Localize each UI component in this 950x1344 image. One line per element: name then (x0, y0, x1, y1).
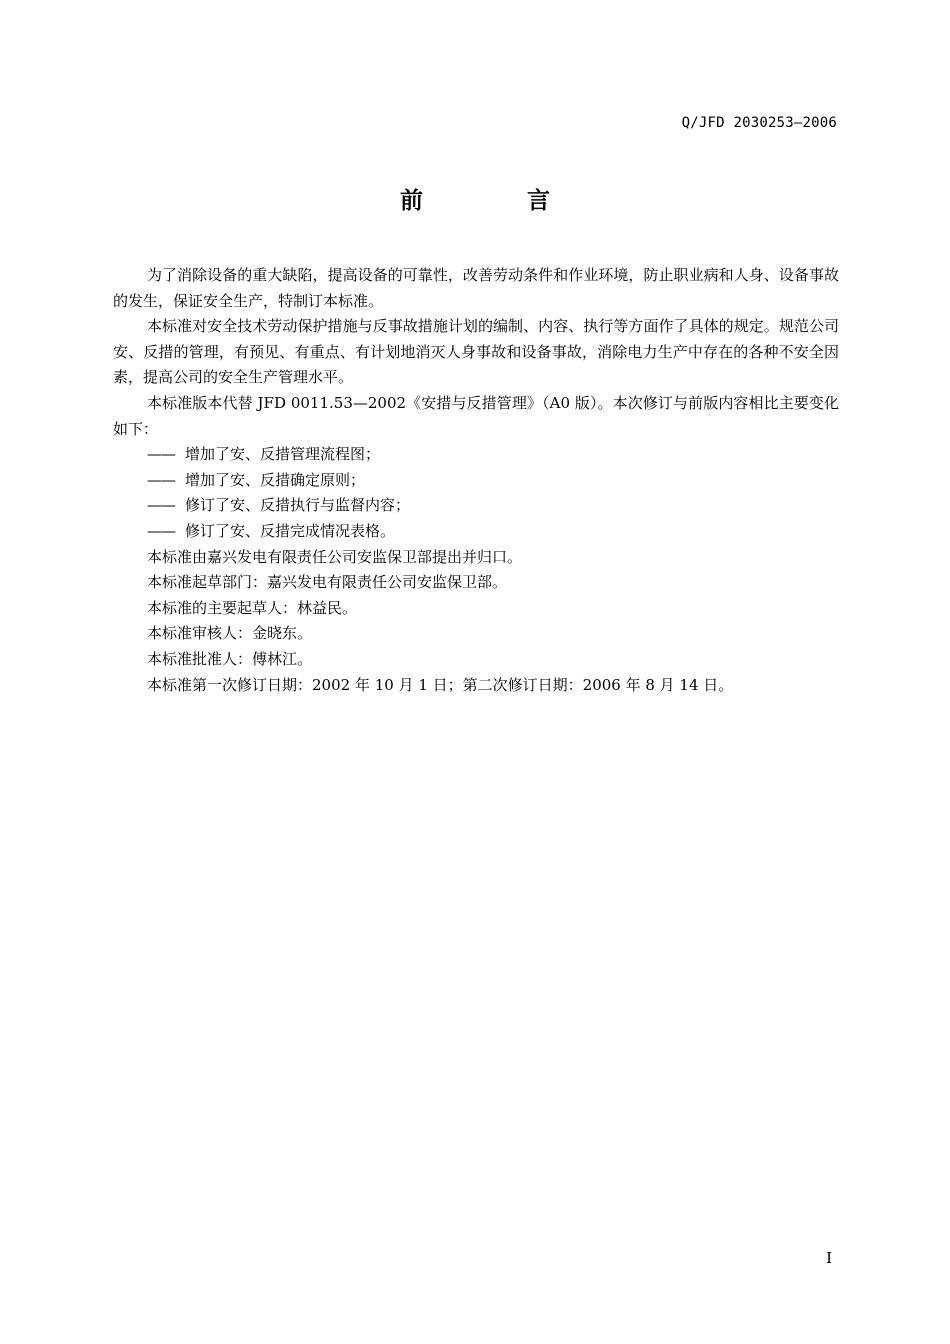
approver-line: 本标准批准人：傅林江。 (147, 649, 313, 668)
revision-dates-line: 本标准第一次修订日期：2002 年 10 月 1 日；第二次修订日期：2006 年 8 月 14 日。 (147, 675, 734, 694)
dash-marker: —— (147, 496, 175, 515)
drafting-department-line: 本标准起草部门：嘉兴发电有限责任公司安监保卫部。 (147, 573, 508, 592)
change-text: 修订了安、反措执行与监督内容； (185, 496, 411, 515)
document-number: Q/JFD 2030253—2006 (681, 115, 837, 131)
dash-marker: —— (147, 521, 175, 540)
change-list-item (113, 519, 839, 545)
page-number: I (826, 1249, 832, 1267)
main-drafter-line: 本标准的主要起草人：林益民。 (147, 598, 358, 617)
document-body (113, 263, 839, 698)
change-text: 增加了安、反措管理流程图； (185, 445, 381, 464)
purpose-paragraph: 为了消除设备的重大缺陷，提高设备的可靠性，改善劳动条件和作业环境，防止职业病和人身、设备事故的发生，保证安全生产，特制订本标准。 (113, 266, 839, 310)
change-text: 修订了安、反措完成情况表格。 (185, 521, 396, 540)
change-list-item (113, 442, 839, 468)
page-title: 前 言 (399, 188, 598, 214)
scope-paragraph: 本标准对安全技术劳动保护措施与反事故措施计划的编制、内容、执行等方面作了具体的规定。规范公司安、反措的管理，有预见、有重点、有计划地消灭人身事故和设备事故，消除电力生产中存在的各种不安全因素，提高公司的安全生产管理水平。 (113, 317, 839, 387)
dash-marker: —— (147, 445, 175, 464)
change-list-item (113, 493, 839, 519)
revision-paragraph: 本标准版本代替 JFD 0011.53—2002《安措与反措管理》（A0 版）。本次修订与前版内容相比主要变化如下： (113, 393, 839, 438)
dash-marker: —— (147, 470, 175, 489)
change-text: 增加了安、反措确定原则； (185, 470, 366, 489)
proposer-line: 本标准由嘉兴发电有限责任公司安监保卫部提出并归口。 (147, 547, 523, 566)
reviewer-line: 本标准审核人：金晓东。 (147, 624, 313, 643)
change-list-item (113, 468, 839, 494)
